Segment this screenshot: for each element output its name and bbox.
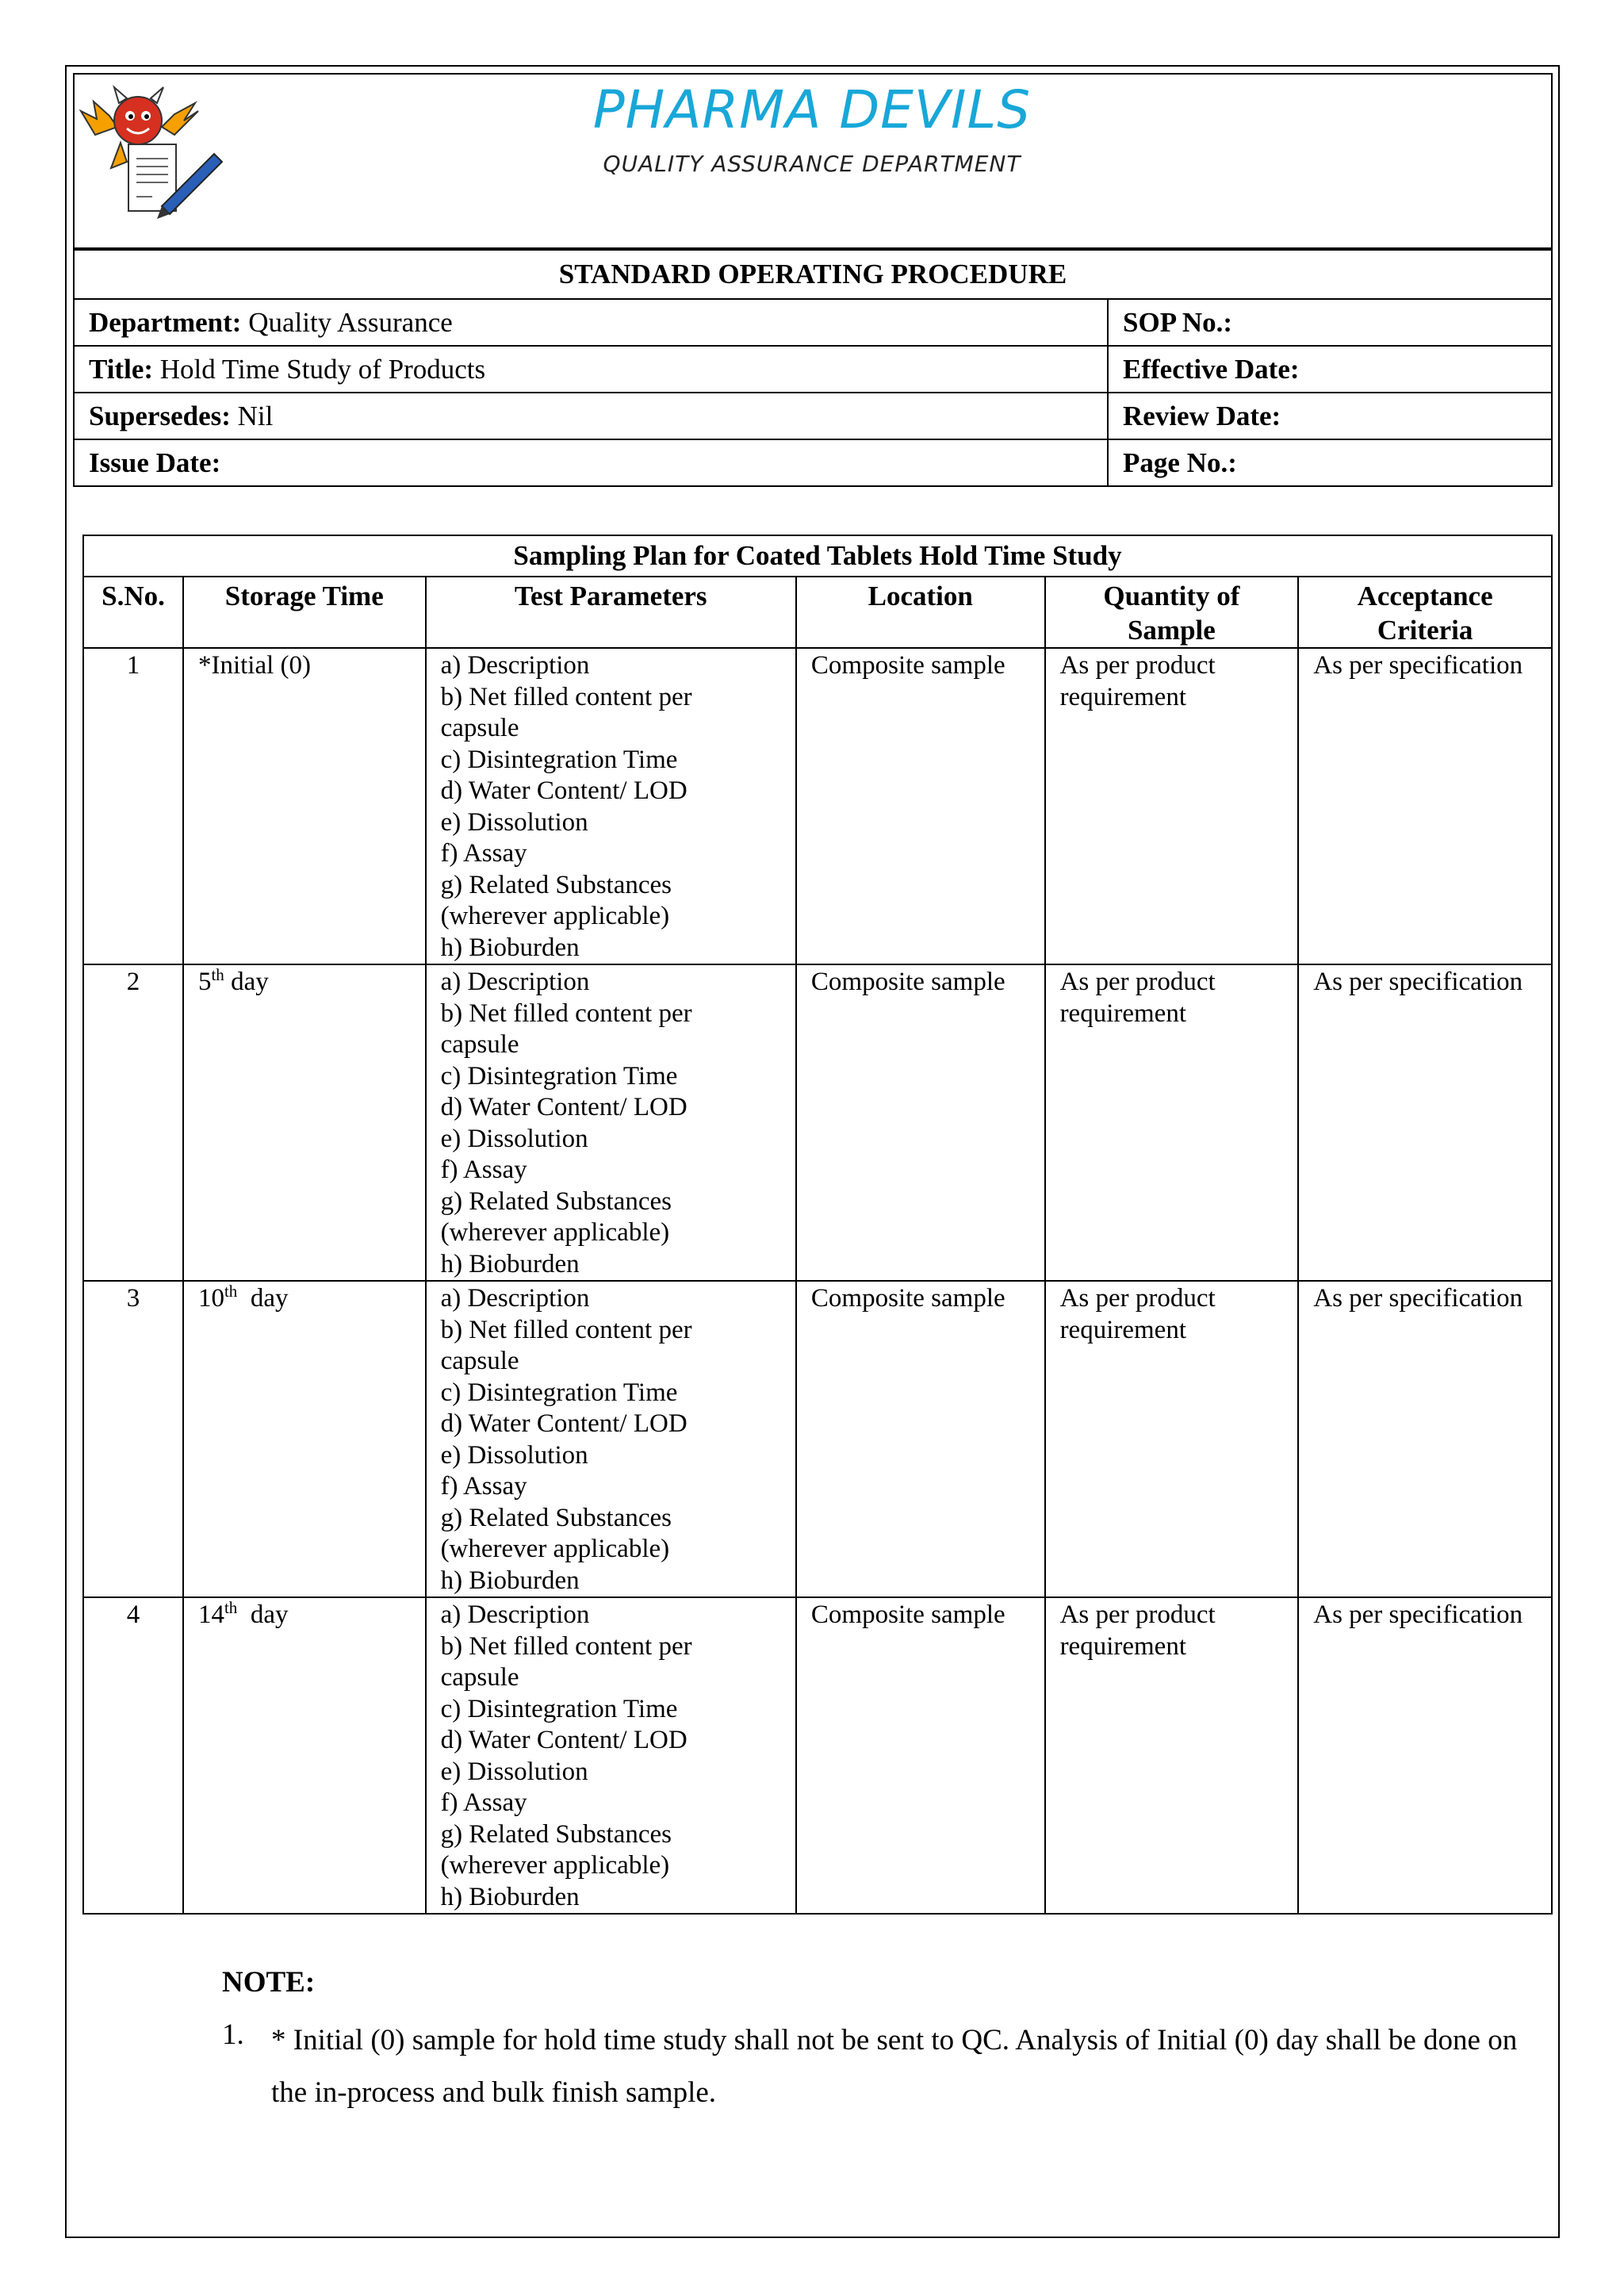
storage-time-unit: day	[237, 1284, 289, 1313]
storage-time-value: 10	[197, 1284, 224, 1313]
title-cell	[74, 346, 1108, 393]
table-row	[83, 1281, 1552, 1597]
cell-storage-time	[183, 648, 426, 964]
cell-acceptance: As per specification	[1298, 648, 1552, 964]
department-value: Quality Assurance	[248, 306, 453, 338]
test-parameter-line: b) Net filled content per	[440, 1631, 692, 1661]
cell-quantity	[1045, 1597, 1299, 1914]
test-parameter-line: c) Disintegration Time	[440, 1378, 678, 1407]
supersedes-label: Supersedes:	[89, 400, 231, 431]
quantity-line2: requirement	[1059, 1631, 1186, 1661]
note-number: 1.	[222, 2018, 244, 2051]
issue-date-label: Issue Date:	[74, 439, 1108, 486]
quantity-line1: As per product	[1059, 651, 1216, 680]
cell-quantity	[1045, 964, 1299, 1281]
review-date-label: Review Date:	[1108, 393, 1552, 439]
cell-test-parameters	[426, 1597, 796, 1914]
header-storage-time: Storage Time	[183, 577, 426, 648]
quantity-line1: As per product	[1059, 1284, 1216, 1313]
test-parameter-line: f) Assay	[440, 1472, 527, 1501]
test-parameter-line: c) Disintegration Time	[440, 1061, 678, 1091]
test-parameter-line: capsule	[440, 1663, 519, 1692]
test-parameter-line: b) Net filled content per	[440, 999, 692, 1028]
test-parameter-line: g) Related Substances	[440, 870, 672, 899]
test-parameter-line: a) Description	[440, 968, 590, 996]
test-parameter-line: b) Net filled content per	[440, 1315, 692, 1344]
cell-sno: 2	[83, 964, 183, 1281]
cell-sno: 4	[83, 1597, 183, 1914]
test-parameter-line: c) Disintegration Time	[440, 1694, 678, 1723]
cell-test-parameters	[426, 1281, 796, 1597]
test-parameter-line: (wherever applicable)	[440, 1851, 670, 1880]
cell-sno: 3	[83, 1281, 183, 1597]
storage-time-unit: day	[237, 1600, 289, 1629]
note-heading: NOTE:	[222, 1966, 316, 1999]
cell-location: Composite sample	[796, 1281, 1045, 1597]
cell-quantity	[1045, 1281, 1299, 1597]
cell-sno: 1	[83, 648, 183, 964]
test-parameter-line: h) Bioburden	[440, 933, 580, 962]
header-location: Location	[796, 577, 1045, 648]
test-parameter-line: h) Bioburden	[440, 1249, 580, 1278]
quantity-line2: requirement	[1059, 999, 1186, 1028]
cell-location: Composite sample	[796, 648, 1045, 964]
test-parameter-line: f) Assay	[440, 839, 527, 868]
storage-time-suffix: th	[211, 965, 224, 984]
header-quantity-line2: Sample	[1127, 615, 1216, 646]
storage-time-value: *Initial (0)	[197, 651, 312, 680]
test-parameter-line: h) Bioburden	[440, 1882, 580, 1911]
title-label: Title:	[89, 353, 154, 385]
test-parameter-line: f) Assay	[440, 1788, 527, 1817]
cell-acceptance: As per specification	[1298, 1597, 1552, 1914]
cell-quantity	[1045, 648, 1299, 964]
test-parameter-line: capsule	[440, 1347, 519, 1375]
test-parameter-line: (wherever applicable)	[440, 1535, 670, 1563]
test-parameter-line: g) Related Substances	[440, 1186, 672, 1216]
quantity-line1: As per product	[1059, 968, 1216, 996]
storage-time-unit: day	[224, 968, 269, 996]
storage-time-suffix: th	[224, 1598, 238, 1617]
test-parameter-line: f) Assay	[440, 1156, 527, 1184]
test-parameter-line: d) Water Content/ LOD	[440, 1409, 688, 1438]
test-parameter-line: c) Disintegration Time	[440, 745, 678, 774]
test-parameter-line: a) Description	[440, 1284, 590, 1313]
cell-acceptance: As per specification	[1298, 1281, 1552, 1597]
cell-storage-time	[183, 1281, 426, 1597]
quantity-line1: As per product	[1059, 1600, 1216, 1629]
plan-body	[83, 648, 1552, 1914]
plan-caption: Sampling Plan for Coated Tablets Hold Time Study	[83, 535, 1552, 577]
table-row	[83, 648, 1552, 964]
test-parameter-line: a) Description	[440, 1600, 590, 1629]
effective-date-label: Effective Date:	[1108, 346, 1552, 393]
storage-time-value: 14	[197, 1600, 224, 1629]
test-parameter-line: h) Bioburden	[440, 1566, 580, 1595]
storage-time-value: 5	[197, 968, 212, 996]
test-parameter-line: (wherever applicable)	[440, 1218, 670, 1247]
test-parameter-line: e) Dissolution	[440, 1757, 588, 1786]
cell-storage-time	[183, 964, 426, 1281]
test-parameter-line: d) Water Content/ LOD	[440, 1726, 688, 1754]
table-row	[83, 1597, 1552, 1914]
header-sno: S.No.	[83, 577, 183, 648]
sop-header-table	[73, 249, 1553, 487]
header-acceptance-line2: Criteria	[1377, 615, 1473, 646]
note-text: * Initial (0) sample for hold time study shall not be sent to QC. Analysis of Initial (0) day shall be done on the in-process and bulk finish sample.	[271, 2024, 1518, 2109]
test-parameter-line: capsule	[440, 1030, 519, 1059]
header-test-parameters: Test Parameters	[426, 577, 796, 648]
test-parameter-line: g) Related Substances	[440, 1503, 672, 1532]
sop-no-label: SOP No.:	[1108, 299, 1552, 346]
test-parameter-line: e) Dissolution	[440, 807, 588, 837]
test-parameter-line: d) Water Content/ LOD	[440, 1093, 688, 1121]
sampling-plan-table	[82, 535, 1553, 1915]
supersedes-cell	[74, 393, 1108, 439]
header-quantity	[1045, 577, 1299, 648]
cell-acceptance: As per specification	[1298, 964, 1552, 1281]
quantity-line2: requirement	[1059, 1315, 1186, 1344]
cell-location: Composite sample	[796, 1597, 1045, 1914]
test-parameter-line: b) Net filled content per	[440, 682, 692, 711]
test-parameter-line: a) Description	[440, 651, 590, 680]
test-parameter-line: (wherever applicable)	[440, 902, 670, 930]
test-parameter-line: e) Dissolution	[440, 1440, 588, 1470]
test-parameter-line: e) Dissolution	[440, 1124, 588, 1153]
header-acceptance	[1298, 577, 1552, 648]
test-parameter-line: g) Related Substances	[440, 1819, 672, 1849]
header-acceptance-line1: Acceptance	[1357, 581, 1493, 611]
cell-location: Composite sample	[796, 964, 1045, 1281]
test-parameter-line: capsule	[440, 714, 519, 742]
test-parameter-line: d) Water Content/ LOD	[440, 776, 688, 805]
department-cell	[74, 299, 1108, 346]
sop-title: STANDARD OPERATING PROCEDURE	[74, 250, 1552, 299]
page-no-label: Page No.:	[1108, 439, 1552, 486]
title-value: Hold Time Study of Products	[159, 353, 486, 385]
cell-test-parameters	[426, 648, 796, 964]
table-row	[83, 964, 1552, 1281]
cell-test-parameters	[426, 964, 796, 1281]
department-label: Department:	[89, 306, 242, 338]
header-quantity-line1: Quantity of	[1103, 581, 1240, 611]
brand-name: PHARMA DEVILS	[592, 79, 1032, 140]
cell-storage-time	[183, 1597, 426, 1914]
storage-time-suffix: th	[224, 1282, 238, 1301]
supersedes-value: Nil	[237, 400, 274, 431]
brand-subtitle: QUALITY ASSURANCE DEPARTMENT	[603, 151, 1021, 177]
quantity-line2: requirement	[1059, 682, 1186, 711]
